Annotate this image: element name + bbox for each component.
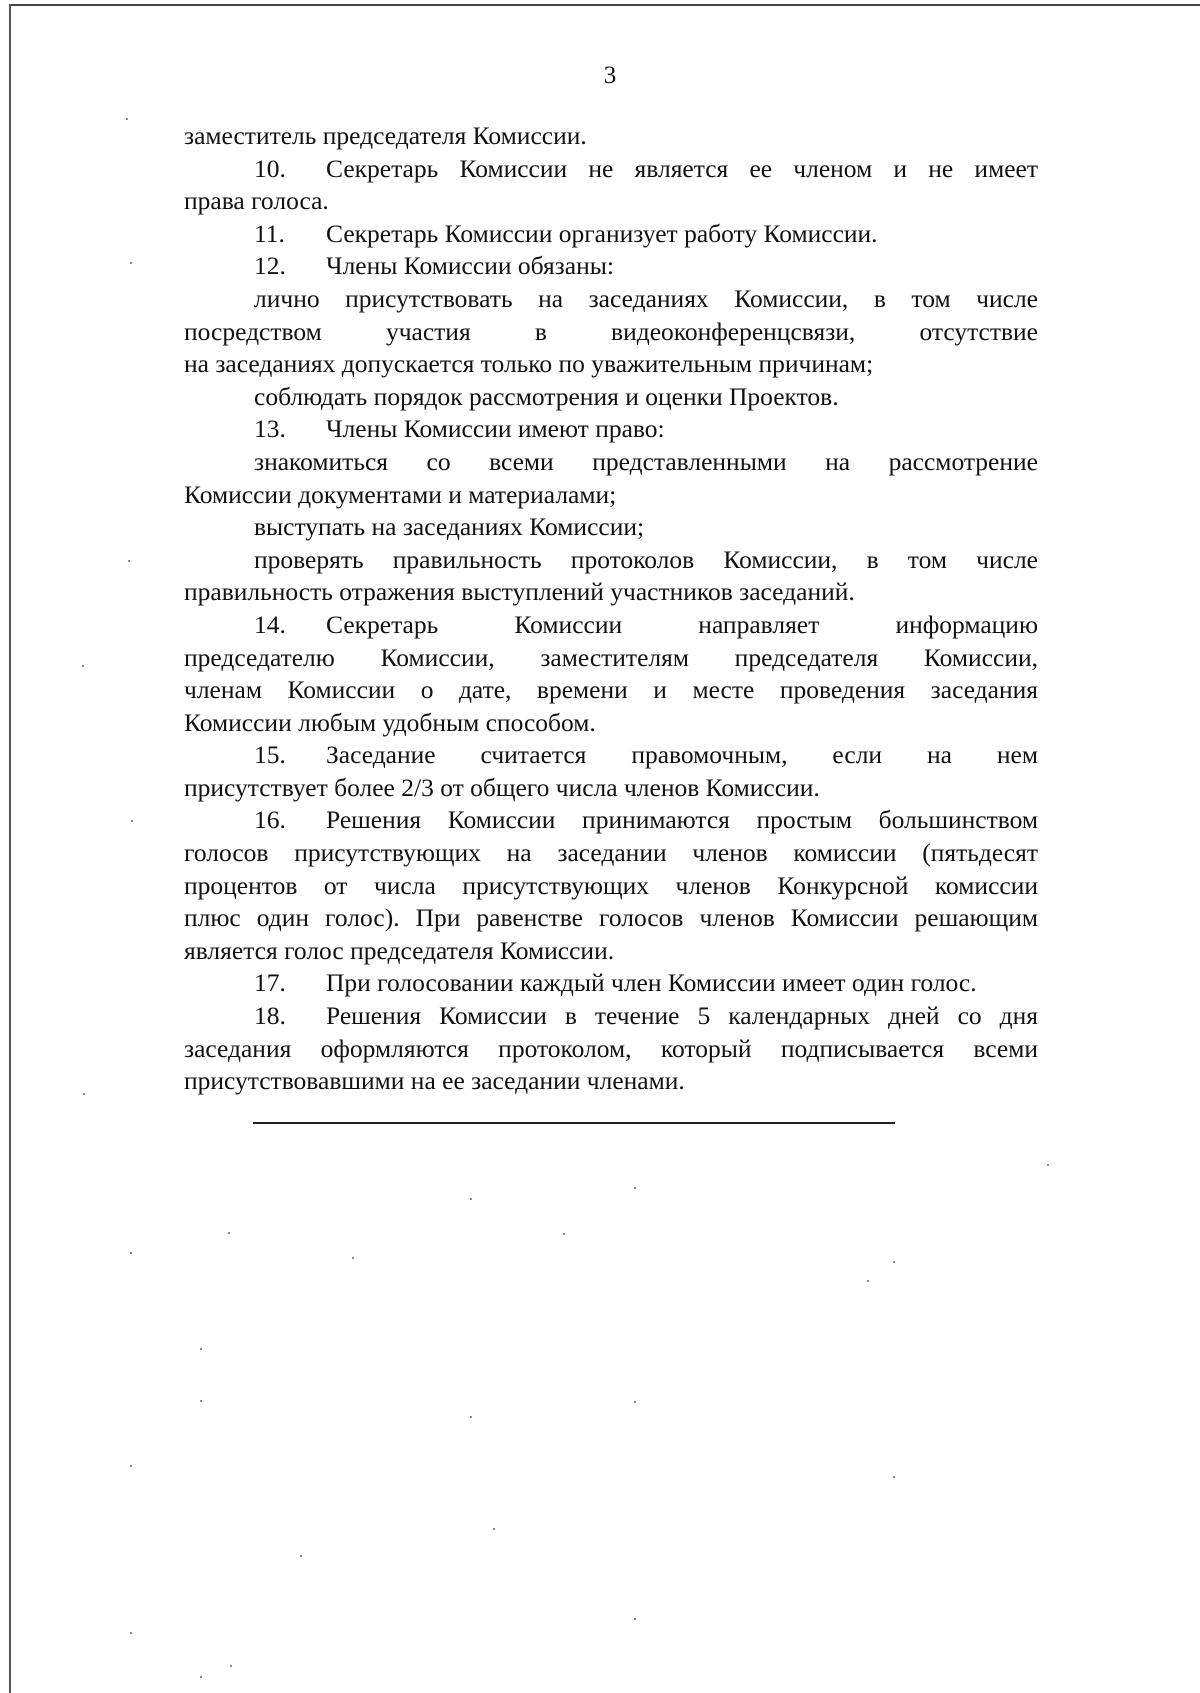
scan-speck <box>230 1665 232 1667</box>
scan-speck <box>82 665 84 667</box>
text-line: на заседаниях допускается только по уважительным причинам; <box>184 349 874 379</box>
clause-14-line-1 <box>184 609 1038 642</box>
closing-rule <box>253 1122 895 1124</box>
scan-speck <box>300 1555 302 1557</box>
scan-speck <box>83 1093 85 1095</box>
scan-speck <box>130 1632 132 1634</box>
document-body <box>184 120 1038 1098</box>
text-line: посредством участия в видеоконференцсвязи, отсутствие <box>184 316 1038 346</box>
scan-speck <box>634 1187 636 1189</box>
text-line: заместитель председателя Комиссии. <box>184 121 587 150</box>
scan-speck <box>634 1401 636 1403</box>
clause-16-line-1 <box>184 804 1038 837</box>
clause-18-line-1 <box>184 1000 1038 1033</box>
scan-speck <box>128 560 130 562</box>
scan-speck <box>563 1233 565 1235</box>
clause-text: Секретарь Комиссии организует работу Комиссии. <box>326 218 878 248</box>
scan-speck <box>470 1198 472 1200</box>
scan-speck <box>130 1252 132 1254</box>
clause-number: 14. <box>254 609 286 639</box>
clause-number: 12. <box>254 251 286 281</box>
clause-text: Решения Комиссии принимаются простым большинством <box>326 805 1038 835</box>
clause-text: Решения Комиссии в течение 5 календарных дней со дня <box>326 1001 1038 1031</box>
scan-speck <box>126 118 128 120</box>
clause-17-line-1 <box>184 967 1038 1000</box>
scan-speck <box>893 1261 895 1263</box>
scan-left-edge <box>9 4 11 1693</box>
clause-number: 18. <box>254 1001 286 1031</box>
text-line: проверять правильность протоколов Комиссии, в том числе <box>254 544 1038 574</box>
clause-number: 15. <box>254 740 286 770</box>
clause-number: 10. <box>254 153 286 183</box>
scan-speck <box>228 1232 230 1234</box>
scan-speck <box>130 262 132 264</box>
scan-speck <box>200 1400 202 1402</box>
text-line: голосов присутствующих на заседании членов комиссии (пятьдесят <box>184 838 1038 868</box>
text-line: плюс один голос). При равенстве голосов членов Комиссии решающим <box>184 903 1038 933</box>
clause-text: Секретарь Комиссии направляет информацию <box>326 609 1038 639</box>
scan-speck <box>131 820 133 822</box>
text-line: соблюдать порядок рассмотрения и оценки Проектов. <box>254 381 839 411</box>
clause-12-line-1 <box>184 250 1038 283</box>
clause-text: Секретарь Комиссии не является ее членом и не имеет <box>326 153 1038 183</box>
text-line: председателю Комиссии, заместителям председателя Комиссии, <box>184 642 1038 672</box>
clause-13-line-1 <box>184 413 1038 446</box>
text-line: лично присутствовать на заседаниях Комиссии, в том числе <box>254 283 1038 313</box>
scan-speck <box>470 1416 472 1418</box>
text-line: Комиссии документами и материалами; <box>184 479 617 509</box>
scan-speck <box>634 1618 636 1620</box>
scan-speck <box>130 1465 132 1467</box>
clause-11-line-1 <box>184 218 1038 251</box>
clause-number: 11. <box>254 218 285 248</box>
text-line: права голоса. <box>184 186 329 216</box>
scan-speck <box>893 1476 895 1478</box>
clause-10-line-1 <box>184 153 1038 186</box>
clause-15-line-1 <box>184 739 1038 772</box>
text-line: процентов от числа присутствующих членов Конкурсной комиссии <box>184 870 1038 900</box>
scan-speck <box>352 1257 354 1259</box>
text-line: является голос председателя Комиссии. <box>184 935 615 965</box>
clause-number: 16. <box>254 805 286 835</box>
clause-text: Заседание считается правомочным, если на нем <box>326 740 1038 770</box>
clause-text: При голосовании каждый член Комиссии имеет один голос. <box>326 968 977 998</box>
text-line: присутствовавшими на ее заседании членами. <box>184 1066 685 1096</box>
clause-text: Члены Комиссии обязаны: <box>326 251 614 281</box>
scan-speck <box>493 1528 495 1530</box>
page-number: 3 <box>603 62 617 89</box>
text-line: знакомиться со всеми представленными на рассмотрение <box>254 446 1038 476</box>
text-line: Комиссии любым удобным способом. <box>184 707 596 737</box>
text-line: членам Комиссии о дате, времени и месте проведения заседания <box>184 675 1038 705</box>
clause-number: 13. <box>254 414 286 444</box>
scan-speck <box>1047 1164 1049 1166</box>
text-line: выступать на заседаниях Комиссии; <box>254 512 645 542</box>
text-line: заседания оформляются протоколом, который подписывается всеми <box>184 1033 1038 1063</box>
scan-speck <box>867 1280 869 1282</box>
text-line: правильность отражения выступлений участников заседаний. <box>184 577 855 607</box>
scan-speck <box>200 1348 202 1350</box>
text-line: присутствует более 2/3 от общего числа членов Комиссии. <box>184 772 820 802</box>
clause-text: Члены Комиссии имеют право: <box>326 414 665 444</box>
clause-number: 17. <box>254 968 286 998</box>
scan-speck <box>200 1676 202 1678</box>
scan-top-edge <box>10 4 1200 6</box>
